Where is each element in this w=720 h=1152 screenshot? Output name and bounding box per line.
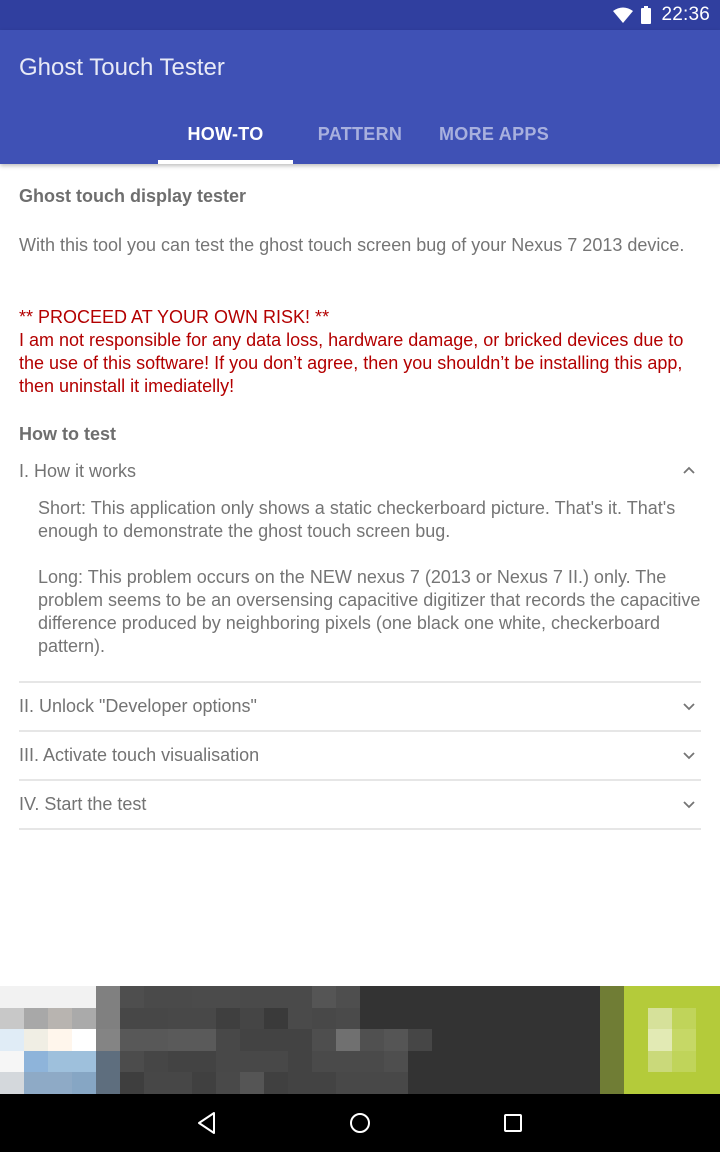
ad-pixel [0,1008,24,1030]
ad-pixel [648,1029,672,1051]
ad-pixel [96,1008,120,1030]
warning-title: ** PROCEED AT YOUR OWN RISK! ** [19,307,330,327]
ad-pixel [408,1008,432,1030]
ad-pixel [480,1008,504,1030]
ad-pixel [528,1072,552,1094]
ad-pixel [216,986,240,1008]
app-title: Ghost Touch Tester [19,54,225,81]
ad-pixel [600,1051,624,1073]
long-explanation: Long: This problem occurs on the NEW nexus 7 (2013 or Nexus 7 II.) only. The problem seems to be an oversensing capacitive digitizer that records the capacitive difference produced by neighboring pixels (one black one white, checkerboard pattern). [38,567,701,656]
ad-pixel [144,1072,168,1094]
ad-pixel [696,1051,720,1073]
ad-pixel [120,1008,144,1030]
ad-pixel [0,986,24,1008]
ad-pixel [24,1051,48,1073]
divider [19,730,701,732]
section-title: I. How it works [19,460,137,481]
ad-pixel [336,1029,360,1051]
ad-pixel [504,1072,528,1094]
ad-pixel [648,986,672,1008]
ad-pixel [168,1008,192,1030]
ad-pixel [408,1072,432,1094]
chevron-down-icon[interactable] [683,749,695,761]
ad-pixel [216,1029,240,1051]
ad-pixel [120,986,144,1008]
ad-pixel [264,1029,288,1051]
ad-pixel [624,1029,648,1051]
ad-pixel [312,986,336,1008]
ad-pixel [192,1072,216,1094]
short-explanation: Short: This application only shows a static checkerboard picture. That's it. That's enough to demonstrate the ghost touch screen bug. [38,498,676,541]
ad-pixel [384,1051,408,1073]
ad-pixel [312,1008,336,1030]
accordion-section-how-it-works [19,459,701,658]
ad-pixel [624,1072,648,1094]
ad-pixel [456,986,480,1008]
ad-pixel [672,1029,696,1051]
ad-pixel [288,1008,312,1030]
ad-pixel [144,986,168,1008]
ad-pixel [96,1029,120,1051]
ad-pixel [48,986,72,1008]
tab-how-to[interactable]: HOW-TO [158,104,293,164]
ad-pixel [624,986,648,1008]
ad-pixel [504,1029,528,1051]
ad-pixel [72,1051,96,1073]
ad-pixel [360,1051,384,1073]
ad-pixel [360,986,384,1008]
ad-pixel [600,1072,624,1094]
ad-pixel [672,1051,696,1073]
ad-pixel [192,1029,216,1051]
ad-pixel [72,986,96,1008]
ad-pixel [48,1008,72,1030]
tab-bar [158,104,561,164]
ad-pixel [240,1051,264,1073]
ad-pixel [312,1029,336,1051]
ad-pixel [504,986,528,1008]
ad-pixel [120,1072,144,1094]
ad-pixel [360,1008,384,1030]
ad-pixel [600,986,624,1008]
ad-pixel [456,1051,480,1073]
ad-pixel [528,1008,552,1030]
ad-pixel [696,1008,720,1030]
ad-pixel [696,986,720,1008]
ad-pixel [336,986,360,1008]
ad-pixel [336,1072,360,1094]
ad-pixel [672,1072,696,1094]
ad-pixel [264,1072,288,1094]
ad-pixel [96,986,120,1008]
ad-pixel [600,1029,624,1051]
ad-pixel [600,1008,624,1030]
warning-block [19,306,701,398]
section-title: III. Activate touch visualisation [19,744,260,765]
ad-pixel [408,1051,432,1073]
ad-pixel [168,1051,192,1073]
wifi-icon [613,7,633,23]
ad-pixel [72,1029,96,1051]
ad-pixel [432,1008,456,1030]
accordion-header-start-test[interactable] [19,792,701,816]
ad-pixel [240,986,264,1008]
ad-pixel [696,1072,720,1094]
ad-pixel [72,1072,96,1094]
ad-pixel [144,1008,168,1030]
ad-pixel [432,1072,456,1094]
chevron-down-icon[interactable] [683,798,695,810]
ad-pixel [504,1051,528,1073]
ad-pixel [72,1008,96,1030]
accordion-header-touch-visualisation[interactable] [19,743,701,767]
ad-pixel [168,1072,192,1094]
ad-pixel [576,1072,600,1094]
ad-pixel [24,1029,48,1051]
ad-pixel [264,986,288,1008]
ad-pixel [576,1029,600,1051]
accordion-header-how-it-works[interactable] [19,459,701,483]
ad-pixel [216,1008,240,1030]
ad-pixel [504,1008,528,1030]
page-heading: Ghost touch display tester [19,186,247,206]
back-icon[interactable] [192,1108,222,1138]
accordion-header-developer-options[interactable] [19,694,701,718]
ad-pixel [480,1051,504,1073]
ad-pixel [672,1008,696,1030]
ad-pixel [288,1072,312,1094]
ad-pixel [528,986,552,1008]
accordion-section-developer-options [19,694,701,718]
ad-pixel [168,986,192,1008]
ad-pixel [576,986,600,1008]
ad-pixel [648,1072,672,1094]
ad-pixel [288,1029,312,1051]
ad-pixel [528,1051,552,1073]
ad-pixel [192,986,216,1008]
ad-pixel [0,1072,24,1094]
ad-pixel [120,1029,144,1051]
ad-pixel [432,1029,456,1051]
ad-pixel [288,1051,312,1073]
ad-pixel [168,1029,192,1051]
ad-pixel [576,1051,600,1073]
intro-text: With this tool you can test the ghost touch screen bug of your Nexus 7 2013 device. [19,235,685,255]
ad-pixel [120,1051,144,1073]
ad-pixel [336,1008,360,1030]
navigation-bar [0,1094,720,1152]
ad-pixel [0,1029,24,1051]
ad-pixel [384,1008,408,1030]
ad-pixel [96,1051,120,1073]
ad-pixel [264,1051,288,1073]
ad-pixel [696,1029,720,1051]
ad-pixel [408,1029,432,1051]
ad-pixel [0,1051,24,1073]
ad-pixel [456,1029,480,1051]
ad-pixel [360,1072,384,1094]
ad-pixel [576,1008,600,1030]
ad-pixel [552,1051,576,1073]
ad-pixel [360,1029,384,1051]
ad-pixel [288,986,312,1008]
ad-pixel [240,1072,264,1094]
ad-pixel [24,1072,48,1094]
accordion-section-start-test [19,792,701,816]
ad-pixel [216,1072,240,1094]
ad-pixel [624,1008,648,1030]
ad-pixel [24,986,48,1008]
ad-pixel [144,1029,168,1051]
ad-pixel [432,986,456,1008]
accordion-section-touch-visualisation [19,743,701,767]
ad-pixel [216,1051,240,1073]
ad-pixel [264,1008,288,1030]
battery-icon [641,6,651,24]
ad-pixel [96,1072,120,1094]
divider [19,681,701,683]
ad-pixel [624,1051,648,1073]
ad-pixel [48,1072,72,1094]
ad-pixel [408,986,432,1008]
tab-more-apps[interactable]: MORE APPS [438,123,550,144]
ad-pixel [48,1029,72,1051]
accordion-body-how-it-works [19,497,701,658]
ad-pixel [144,1051,168,1073]
chevron-up-icon[interactable] [683,465,695,477]
recents-icon[interactable] [498,1108,528,1138]
ad-pixel [552,1008,576,1030]
ad-pixel [672,986,696,1008]
ad-pixel [456,1072,480,1094]
status-bar [0,0,720,30]
ad-pixel [528,1029,552,1051]
divider [19,779,701,781]
ad-banner[interactable] [0,986,720,1094]
ad-pixel [552,986,576,1008]
ad-pixel [312,1072,336,1094]
ad-pixel [336,1051,360,1073]
ad-pixel [552,1029,576,1051]
ad-pixel [480,1029,504,1051]
ad-pixel [480,986,504,1008]
ad-pixel [312,1051,336,1073]
chevron-down-icon[interactable] [683,700,695,712]
ad-pixel [24,1008,48,1030]
how-to-heading: How to test [19,424,116,444]
ad-pixel [480,1072,504,1094]
ad-pixel [384,1072,408,1094]
ad-pixel [240,1029,264,1051]
divider [19,828,701,830]
app-bar [0,30,720,164]
clock: 22:36 [661,4,710,25]
ad-pixel [552,1072,576,1094]
ad-pixel [456,1008,480,1030]
ad-pixel [648,1008,672,1030]
section-title: II. Unlock "Developer options" [19,695,257,716]
ad-pixel [192,1008,216,1030]
home-icon[interactable] [345,1108,375,1138]
ad-pixel [240,1008,264,1030]
tab-pattern[interactable]: PATTERN [317,123,403,144]
warning-body: I am not responsible for any data loss, hardware damage, or bricked devices due to the use of this software! If you don’t agree, then you shouldn’t be installing this app, then uninstall it imediatelly! [19,330,684,396]
ad-pixel [384,1029,408,1051]
ad-pixel [48,1051,72,1073]
section-title: IV. Start the test [19,793,147,814]
ad-pixel [432,1051,456,1073]
ad-pixel [192,1051,216,1073]
ad-pixel [384,986,408,1008]
ad-pixel [648,1051,672,1073]
